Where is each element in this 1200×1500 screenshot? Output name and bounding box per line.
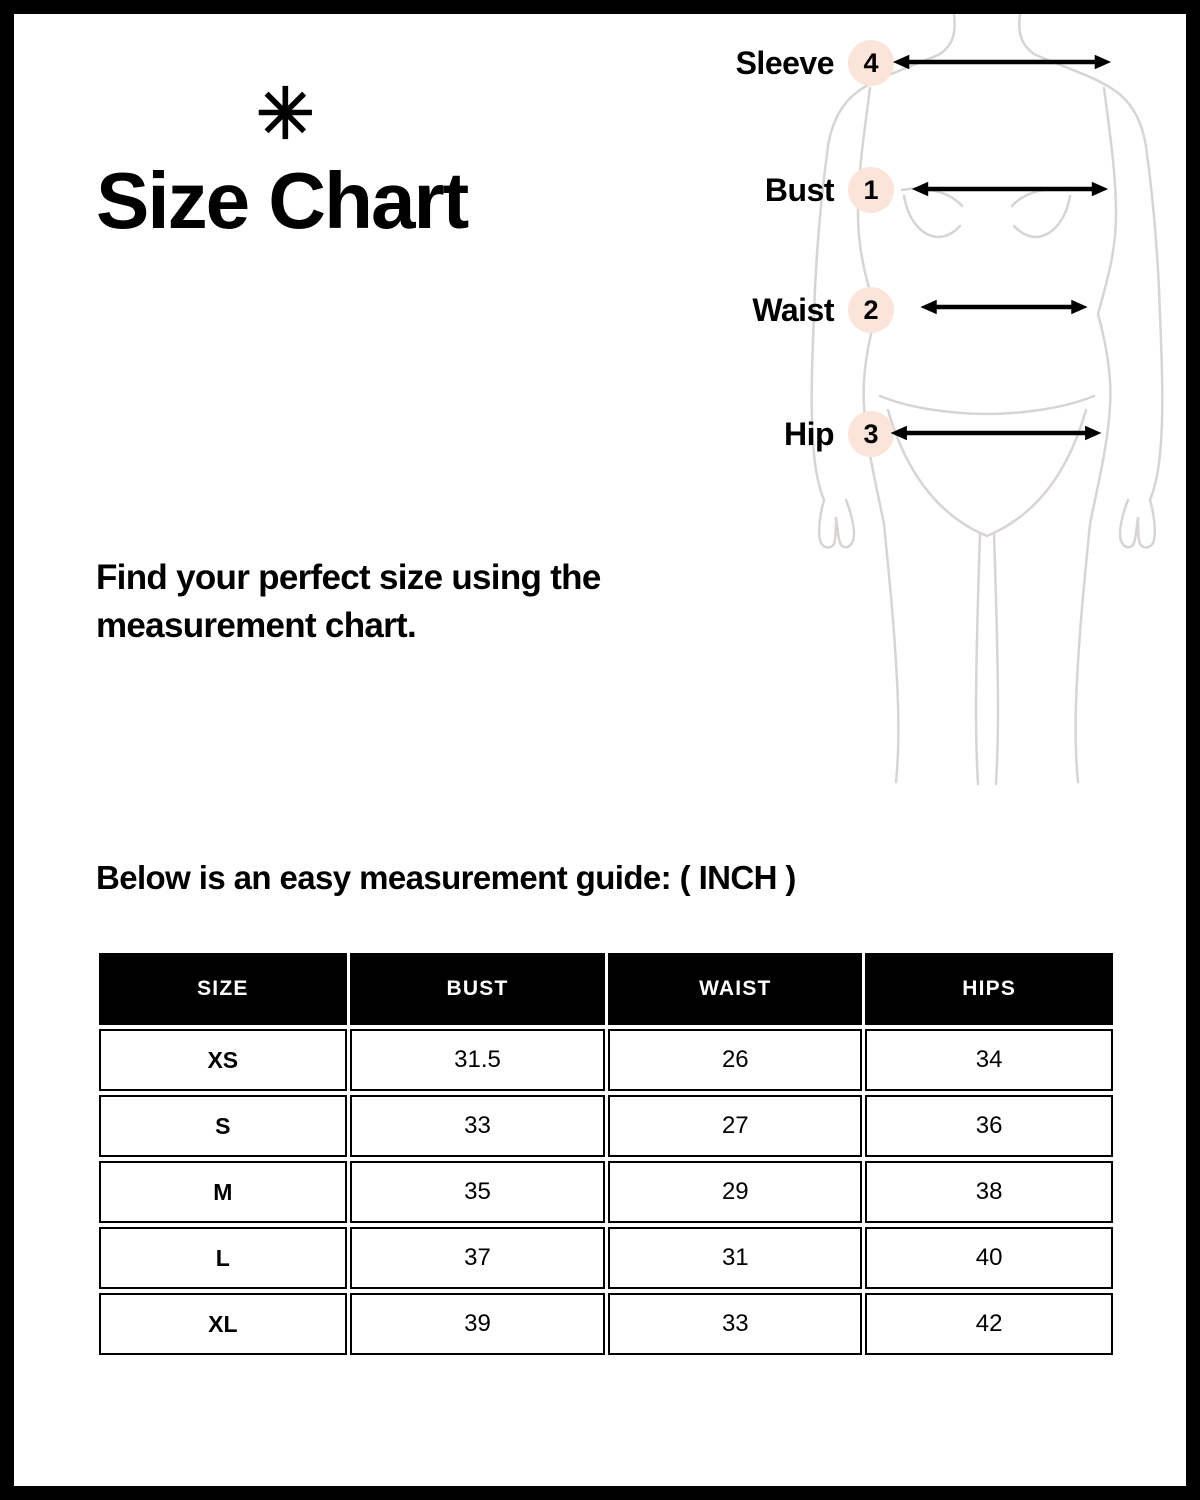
female-body-illustration [784,14,1184,804]
cell-waist: 27 [608,1095,862,1157]
cell-bust: 31.5 [350,1029,606,1091]
measurement-figure [634,14,1194,804]
table-row [99,1029,1113,1091]
cell-bust: 35 [350,1161,606,1223]
table-row [99,1293,1113,1355]
table-row [99,1161,1113,1223]
cell-size: M [99,1161,347,1223]
column-header-hips: HIPS [865,953,1113,1025]
table-header [99,953,1113,1025]
measurement-label-waist: Waist [752,291,834,328]
measurement-row-waist [634,286,894,334]
title-block [96,75,616,245]
subheading: Find your perfect size using the measurement chart. [96,558,601,645]
measurement-guide-heading: Below is an easy measurement guide: ( INCH ) [96,859,796,896]
measurement-badge-1: 1 [848,167,894,213]
cell-waist: 26 [608,1029,862,1091]
measurement-label-bust: Bust [764,171,834,208]
measurement-badge-3: 3 [848,411,894,457]
cell-bust: 39 [350,1293,606,1355]
table-row [99,1095,1113,1157]
measurement-badge-2: 2 [848,287,894,333]
measurement-badge-4: 4 [848,40,894,86]
cell-size: XL [99,1293,347,1355]
cell-waist: 29 [608,1161,862,1223]
column-header-waist: WAIST [608,953,862,1025]
measurement-label-hip: Hip [783,415,834,452]
page-inner [14,14,1186,1486]
column-header-bust: BUST [350,953,606,1025]
cell-hips: 42 [865,1293,1113,1355]
cell-waist: 31 [608,1227,862,1289]
cell-bust: 33 [350,1095,606,1157]
sleeve-arrow-icon [882,52,1122,72]
cell-bust: 37 [350,1227,606,1289]
measurement-row-bust [634,166,894,214]
measurement-label-sleeve: Sleeve [735,44,834,81]
cell-hips: 34 [865,1029,1113,1091]
page-title: Size Chart [96,156,468,245]
cell-size: XS [99,1029,347,1091]
cell-hips: 40 [865,1227,1113,1289]
measurement-row-hip [634,410,894,458]
cell-size: S [99,1095,347,1157]
size-measurement-table [96,949,1116,1359]
bust-arrow-icon [902,179,1118,199]
table-body [99,1029,1113,1355]
cell-hips: 38 [865,1161,1113,1223]
waist-arrow-icon [912,297,1096,317]
asterisk-icon: ✳ [256,75,315,153]
cell-size: L [99,1227,347,1289]
table-row [99,1227,1113,1289]
column-header-size: SIZE [99,953,347,1025]
cell-waist: 33 [608,1293,862,1355]
hip-arrow-icon [880,423,1112,443]
cell-hips: 36 [865,1095,1113,1157]
measurement-row-sleeve [634,39,894,87]
table-header-row [99,953,1113,1025]
